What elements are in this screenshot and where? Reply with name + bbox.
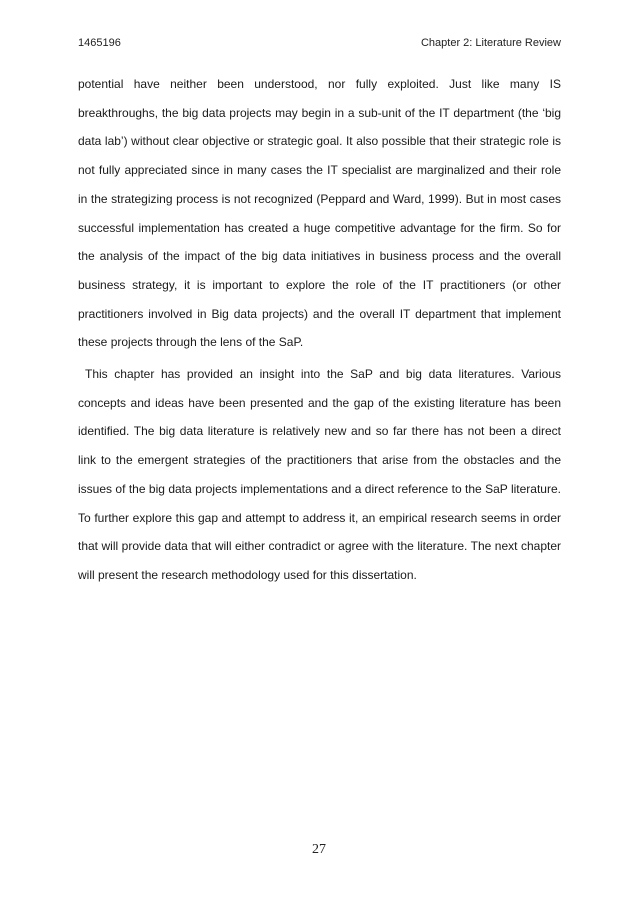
paragraph-2: This chapter has provided an insight into the SaP and big data literatures. Various concepts and ideas have been presented and the gap of the existing literature has been identified. The big data literature is relatively new and so far there has not been a direct link to the emergent strategies of the practitioners that arise from the obstacles and the issues of the big data projects implementations and a direct reference to the SaP literature. To further explore this gap and attempt to address it, an empirical research seems in order that will provide data that will either contradict or agree with the literature. The next chapter will present the research methodology used for this dissertation. [78, 367, 561, 582]
body-text [78, 70, 561, 590]
page-number: 27 [312, 842, 326, 857]
page-header [78, 37, 561, 53]
student-id: 1465196 [78, 37, 121, 49]
paragraph-1: potential have neither been understood, nor fully exploited. Just like many IS breakthroughs, the big data projects may begin in a sub-unit of the IT department (the ‘big data lab’) without clear objective or strategic goal. It also possible that their strategic role is not fully appreciated since in many cases the IT specialist are marginalized and their role in the strategizing process is not recognized (Peppard and Ward, 1999). But in most cases successful implementation has created a huge competitive advantage for the firm. So for the analysis of the impact of the big data initiatives in business process and the overall business strategy, it is important to explore the role of the IT practitioners (or other practitioners involved in Big data projects) and the overall IT department that implement these projects through the lens of the SaP. [78, 77, 561, 350]
chapter-title: Chapter 2: Literature Review [420, 37, 561, 49]
